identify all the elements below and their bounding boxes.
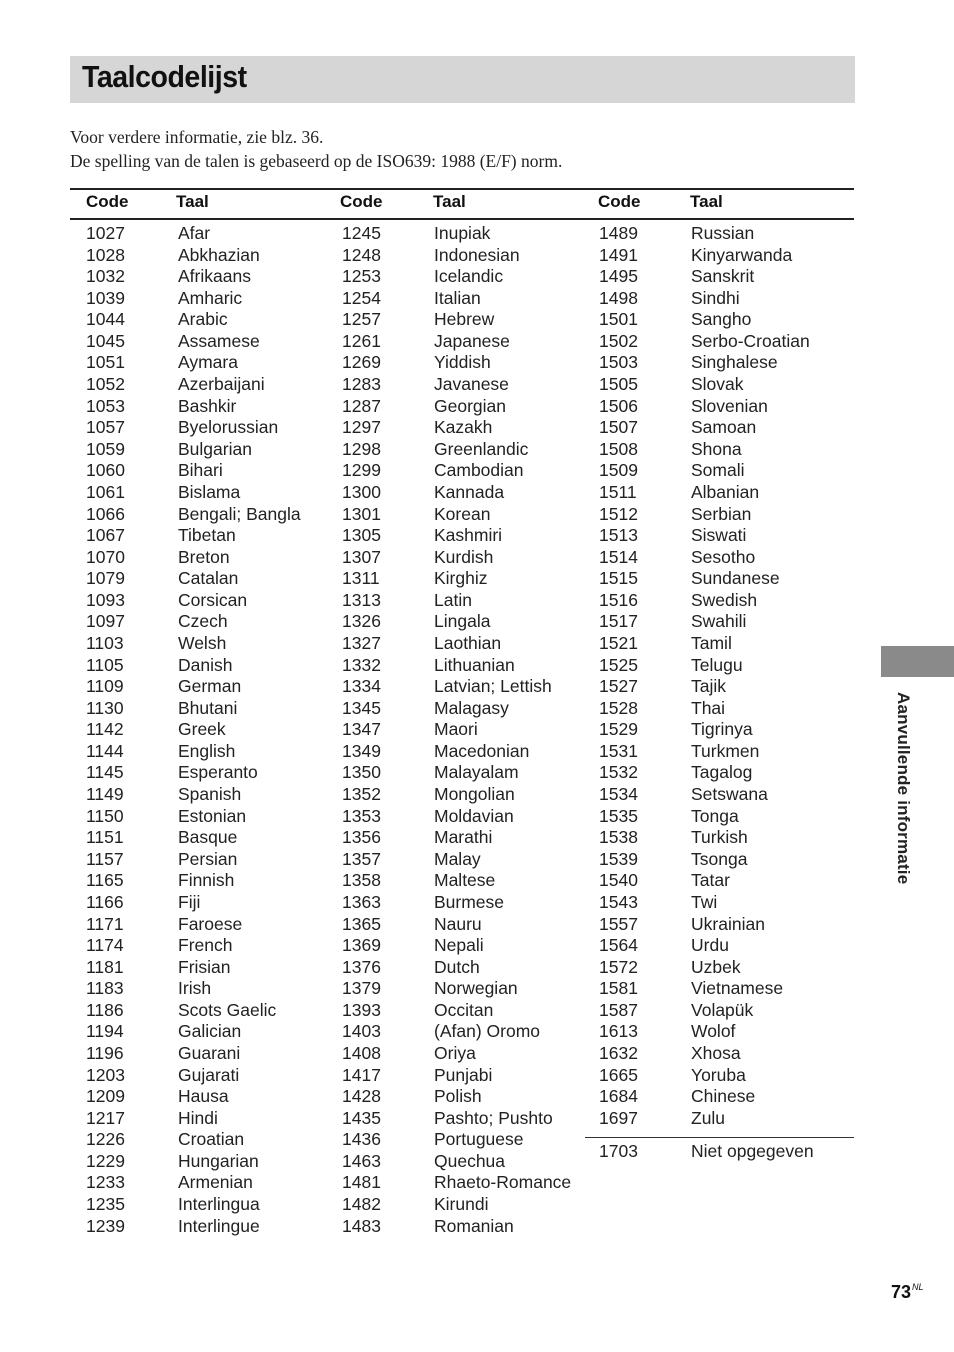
language-name: Kirundi [434, 1194, 489, 1215]
language-name: Finnish [178, 870, 235, 891]
language-code: 1356 [342, 827, 381, 848]
language-code: 1297 [342, 417, 381, 438]
language-name: Tamil [691, 632, 732, 653]
language-code: 1061 [86, 481, 125, 502]
language-code: 1525 [599, 654, 638, 675]
language-code: 1495 [599, 266, 638, 287]
language-name: Serbo-Croatian [691, 330, 810, 351]
language-code: 1613 [599, 1021, 638, 1042]
language-name: Yoruba [691, 1064, 746, 1085]
language-code: 1142 [86, 719, 124, 740]
language-code: 1505 [599, 374, 638, 395]
language-name: Icelandic [434, 266, 504, 287]
language-code: 1489 [599, 223, 638, 243]
intro-text [70, 125, 870, 173]
language-name: Faroese [178, 913, 243, 934]
language-name: Punjabi [434, 1064, 493, 1085]
language-code: 1697 [599, 1107, 638, 1128]
language-code: 1481 [342, 1172, 381, 1193]
language-code: 1482 [342, 1194, 381, 1215]
language-code: 1572 [599, 956, 638, 977]
language-name: Latin [434, 589, 472, 610]
language-code: 1327 [342, 632, 381, 653]
language-code: 1350 [342, 762, 381, 783]
language-name: Javanese [434, 374, 509, 395]
language-name: Bashkir [178, 395, 237, 416]
language-code: 1540 [599, 870, 638, 891]
language-code: 1235 [86, 1194, 125, 1215]
language-name: Azerbaijani [178, 374, 265, 395]
language-name: Occitan [434, 999, 494, 1020]
language-name: Setswana [691, 784, 768, 805]
table-top-rule [70, 188, 854, 190]
language-code: 1301 [342, 503, 381, 524]
header-code-1: Code [86, 192, 129, 211]
language-name: Estonian [178, 805, 247, 826]
language-code: 1233 [86, 1172, 125, 1193]
language-name: Hindi [178, 1107, 218, 1128]
language-code: 1684 [599, 1086, 638, 1107]
language-name: Siswati [691, 525, 747, 546]
language-name: Spanish [178, 784, 242, 805]
language-name: Italian [434, 287, 481, 308]
language-code: 1665 [599, 1064, 638, 1085]
language-name: French [178, 935, 233, 956]
language-name: Kinyarwanda [691, 244, 793, 265]
language-code: 1543 [599, 891, 638, 912]
language-code: 1435 [342, 1107, 381, 1128]
language-code: 1060 [86, 460, 125, 481]
language-code: 1369 [342, 935, 381, 956]
language-name: Nepali [434, 935, 484, 956]
language-name: Armenian [178, 1172, 253, 1193]
language-code: 1052 [86, 374, 125, 395]
language-code: 1491 [599, 244, 638, 265]
language-name: Indonesian [434, 244, 520, 265]
language-name: Nauru [434, 913, 482, 934]
language-name: Tigrinya [691, 719, 753, 740]
language-code: 1557 [599, 913, 638, 934]
language-code: 1149 [86, 784, 124, 805]
language-name: Uzbek [691, 956, 741, 977]
language-name: Bihari [178, 460, 223, 481]
language-name: Kazakh [434, 417, 493, 438]
language-name: Singhalese [691, 352, 778, 373]
language-name: Oriya [434, 1042, 476, 1063]
language-name: Romanian [434, 1215, 514, 1236]
language-code: 1194 [86, 1021, 124, 1042]
language-name: Catalan [178, 568, 239, 589]
header-lang-1: Taal [176, 192, 209, 211]
language-name: Turkmen [691, 740, 760, 761]
language-name: Frisian [178, 956, 231, 977]
page-number [891, 1282, 924, 1303]
language-name: Korean [434, 503, 491, 524]
language-name: Wolof [691, 1021, 736, 1042]
language-name: German [178, 676, 242, 697]
language-code: 1365 [342, 913, 381, 934]
language-code: 1183 [86, 978, 124, 999]
language-code: 1393 [342, 999, 381, 1020]
language-code: 1428 [342, 1086, 381, 1107]
language-code: 1532 [599, 762, 638, 783]
language-code: 1051 [86, 352, 125, 373]
language-code: 1298 [342, 438, 381, 459]
language-name: Bhutani [178, 697, 238, 718]
language-name: Macedonian [434, 740, 530, 761]
language-code: 1217 [86, 1107, 125, 1128]
language-name: Malagasy [434, 697, 509, 718]
language-name: Slovak [691, 374, 744, 395]
language-code: 1174 [86, 935, 124, 956]
language-code: 1527 [599, 676, 638, 697]
language-name: Croatian [178, 1129, 245, 1150]
language-name: Rhaeto-Romance [434, 1172, 572, 1193]
language-name: Amharic [178, 287, 243, 308]
side-label [893, 692, 917, 922]
language-name: Dutch [434, 956, 480, 977]
language-code: 1150 [86, 805, 124, 826]
language-name: Breton [178, 546, 230, 567]
language-code: 1299 [342, 460, 381, 481]
language-code: 1534 [599, 784, 638, 805]
language-code: 1097 [86, 611, 125, 632]
language-name: Slovenian [691, 395, 768, 416]
language-name: Twi [691, 891, 718, 912]
title-bar [70, 56, 855, 103]
language-code: 1144 [86, 740, 124, 761]
language-name: Kashmiri [434, 525, 503, 546]
language-name: Chinese [691, 1086, 756, 1107]
language-code: 1417 [342, 1064, 381, 1085]
language-name: Quechua [434, 1150, 506, 1171]
language-name: Yiddish [434, 352, 491, 373]
language-name: Turkish [691, 827, 748, 848]
language-code: 1283 [342, 374, 381, 395]
language-code: 1353 [342, 805, 381, 826]
language-name: Latvian; Lettish [434, 676, 552, 697]
header-code-3: Code [598, 192, 641, 211]
language-code: 1057 [86, 417, 125, 438]
language-code: 1105 [86, 654, 124, 675]
language-code: 1408 [342, 1042, 381, 1063]
language-name: Mongolian [434, 784, 515, 805]
language-name: Lingala [434, 611, 491, 632]
language-name: Danish [178, 654, 233, 675]
language-code: 1261 [342, 330, 381, 351]
language-code: 1269 [342, 352, 381, 373]
language-name: Serbian [691, 503, 752, 524]
language-name: Malayalam [434, 762, 519, 783]
language-name: Maori [434, 719, 478, 740]
language-code: 1521 [599, 632, 638, 653]
language-name: Byelorussian [178, 417, 279, 438]
language-code: 1039 [86, 287, 125, 308]
table-header-rule [70, 218, 854, 220]
language-code: 1349 [342, 740, 381, 761]
language-code: 1509 [599, 460, 638, 481]
language-code: 1632 [599, 1042, 638, 1063]
language-name: Afar [178, 223, 211, 243]
language-code: 1151 [86, 827, 124, 848]
language-name: Laothian [434, 632, 502, 653]
language-code: 1186 [86, 999, 124, 1020]
language-name: Marathi [434, 827, 493, 848]
language-code: 1166 [86, 891, 124, 912]
language-name: Abkhazian [178, 244, 260, 265]
language-code: 1307 [342, 546, 381, 567]
language-code: 1145 [86, 762, 124, 783]
language-code: 1507 [599, 417, 638, 438]
language-name: Georgian [434, 395, 506, 416]
language-code: 1516 [599, 589, 638, 610]
language-name: Sangho [691, 309, 752, 330]
language-code: 1352 [342, 784, 381, 805]
language-code: 1300 [342, 481, 381, 502]
language-name: Fiji [178, 891, 201, 912]
intro-line-1: Voor verdere informatie, zie blz. 36. [70, 127, 324, 147]
language-code: 1515 [599, 568, 638, 589]
language-code: 1517 [599, 611, 638, 632]
language-code: 1313 [342, 589, 381, 610]
language-name: Sesotho [691, 546, 756, 567]
side-label-text: Aanvullende informatie [894, 692, 913, 885]
language-code: 1581 [599, 978, 638, 999]
language-name: Afrikaans [178, 266, 251, 287]
language-code: 1508 [599, 438, 638, 459]
language-code: 1358 [342, 870, 381, 891]
language-name: Lithuanian [434, 654, 515, 675]
language-name: Xhosa [691, 1042, 741, 1063]
language-name: Maltese [434, 870, 496, 891]
language-name: Thai [691, 697, 726, 718]
note-lang: Niet opgegeven [691, 1141, 814, 1161]
language-code: 1196 [86, 1042, 124, 1063]
language-name: Greenlandic [434, 438, 529, 459]
language-code: 1513 [599, 525, 638, 546]
language-name: Norwegian [434, 978, 518, 999]
language-name: Cambodian [434, 460, 524, 481]
language-name: Sanskrit [691, 266, 755, 287]
language-code: 1203 [86, 1064, 125, 1085]
language-name: Inupiak [434, 223, 491, 243]
language-code: 1376 [342, 956, 381, 977]
language-name: Greek [178, 719, 226, 740]
language-name: Corsican [178, 589, 248, 610]
language-name: Arabic [178, 309, 228, 330]
language-code: 1257 [342, 309, 381, 330]
language-name: Bengali; Bangla [178, 503, 301, 524]
language-name: Telugu [691, 654, 743, 675]
language-name: Swahili [691, 611, 747, 632]
language-name: (Afan) Oromo [434, 1021, 540, 1042]
language-name: Volapük [691, 999, 754, 1020]
language-code: 1066 [86, 503, 125, 524]
language-name: Hebrew [434, 309, 495, 330]
note-code: 1703 [599, 1141, 638, 1161]
language-name: Czech [178, 611, 228, 632]
language-name: Tonga [691, 805, 739, 826]
language-code: 1463 [342, 1150, 381, 1171]
language-name: Zulu [691, 1107, 726, 1128]
language-name: Tajik [691, 676, 727, 697]
language-name: Swedish [691, 589, 758, 610]
language-code: 1538 [599, 827, 638, 848]
page-title: Taalcodelijst [82, 59, 247, 94]
language-name: Bislama [178, 481, 241, 502]
language-code: 1539 [599, 848, 638, 869]
language-code: 1498 [599, 287, 638, 308]
language-name: Interlingue [178, 1215, 260, 1236]
language-code: 1511 [599, 481, 637, 502]
language-name: Sundanese [691, 568, 780, 589]
language-name: Persian [178, 848, 238, 869]
language-code: 1531 [599, 740, 638, 761]
language-code: 1357 [342, 848, 381, 869]
language-code: 1109 [86, 676, 124, 697]
language-name: Malay [434, 848, 481, 869]
language-code: 1070 [86, 546, 125, 567]
language-code: 1528 [599, 697, 638, 718]
language-name: Kannada [434, 481, 505, 502]
language-name: Moldavian [434, 805, 514, 826]
language-code: 1027 [86, 223, 125, 243]
language-code: 1512 [599, 503, 638, 524]
language-code: 1501 [599, 309, 638, 330]
language-code: 1079 [86, 568, 125, 589]
language-code: 1165 [86, 870, 124, 891]
language-name: Tagalog [691, 762, 753, 783]
language-name: Interlingua [178, 1194, 260, 1215]
language-code: 1157 [86, 848, 124, 869]
language-name: Gujarati [178, 1064, 240, 1085]
header-code-2: Code [340, 192, 383, 211]
language-code: 1436 [342, 1129, 381, 1150]
language-name: Tatar [691, 870, 730, 891]
language-name: Albanian [691, 481, 760, 502]
language-name: Esperanto [178, 762, 258, 783]
language-code: 1347 [342, 719, 381, 740]
language-name: Welsh [178, 632, 227, 653]
language-name: Vietnamese [691, 978, 784, 999]
language-code: 1059 [86, 438, 125, 459]
language-code: 1345 [342, 697, 381, 718]
language-code: 1245 [342, 223, 381, 243]
language-code: 1226 [86, 1129, 125, 1150]
language-code: 1053 [86, 395, 125, 416]
page-number-suffix: NL [912, 1282, 924, 1292]
language-code: 1067 [86, 525, 125, 546]
language-name: English [178, 740, 236, 761]
header-lang-3: Taal [690, 192, 723, 211]
language-code: 1529 [599, 719, 638, 740]
language-name: Pashto; Pushto [434, 1107, 553, 1128]
language-code: 1032 [86, 266, 125, 287]
language-code: 1103 [86, 632, 124, 653]
language-name: Tsonga [691, 848, 748, 869]
language-name: Japanese [434, 330, 510, 351]
language-code: 1181 [86, 956, 124, 977]
side-tab-marker [881, 646, 954, 677]
language-code: 1093 [86, 589, 125, 610]
language-code: 1334 [342, 676, 381, 697]
language-code: 1305 [342, 525, 381, 546]
language-code: 1209 [86, 1086, 125, 1107]
language-code: 1045 [86, 330, 125, 351]
language-name: Kirghiz [434, 568, 488, 589]
language-name: Aymara [178, 352, 238, 373]
language-name: Galician [178, 1021, 242, 1042]
language-code: 1287 [342, 395, 381, 416]
language-code: 1587 [599, 999, 638, 1020]
intro-line-2: De spelling van de talen is gebaseerd op de ISO639: 1988 (E/F) norm. [70, 151, 563, 171]
language-name: Portuguese [434, 1129, 524, 1150]
language-code: 1564 [599, 935, 638, 956]
language-code: 1229 [86, 1150, 125, 1171]
language-code: 1503 [599, 352, 638, 373]
language-code: 1326 [342, 611, 381, 632]
language-name: Russian [691, 223, 755, 243]
language-code: 1253 [342, 266, 381, 287]
language-name: Assamese [178, 330, 260, 351]
language-code: 1254 [342, 287, 381, 308]
header-lang-2: Taal [433, 192, 466, 211]
language-name: Scots Gaelic [178, 999, 277, 1020]
language-name: Kurdish [434, 546, 494, 567]
language-name: Irish [178, 978, 212, 999]
language-code: 1506 [599, 395, 638, 416]
language-code: 1379 [342, 978, 381, 999]
language-code: 1044 [86, 309, 125, 330]
language-code: 1248 [342, 244, 381, 265]
language-code: 1239 [86, 1215, 125, 1236]
language-code: 1535 [599, 805, 638, 826]
language-code: 1403 [342, 1021, 381, 1042]
language-name: Somali [691, 460, 745, 481]
language-name: Hausa [178, 1086, 229, 1107]
language-code: 1363 [342, 891, 381, 912]
language-name: Urdu [691, 935, 729, 956]
language-name: Samoan [691, 417, 757, 438]
language-name: Shona [691, 438, 742, 459]
language-name: Sindhi [691, 287, 740, 308]
language-name: Hungarian [178, 1150, 259, 1171]
language-code: 1311 [342, 568, 380, 589]
language-code: 1502 [599, 330, 638, 351]
language-name: Polish [434, 1086, 482, 1107]
language-code: 1171 [86, 913, 124, 934]
language-code: 1483 [342, 1215, 381, 1236]
language-code: 1130 [86, 697, 124, 718]
language-name: Bulgarian [178, 438, 252, 459]
language-name: Ukrainian [691, 913, 765, 934]
language-name: Burmese [434, 891, 505, 912]
language-code: 1514 [599, 546, 638, 567]
language-name: Basque [178, 827, 238, 848]
language-code: 1332 [342, 654, 381, 675]
note-divider [585, 1137, 854, 1138]
language-code: 1028 [86, 244, 125, 265]
page-number-value: 73 [891, 1282, 912, 1302]
language-name: Tibetan [178, 525, 236, 546]
language-name: Guarani [178, 1042, 241, 1063]
